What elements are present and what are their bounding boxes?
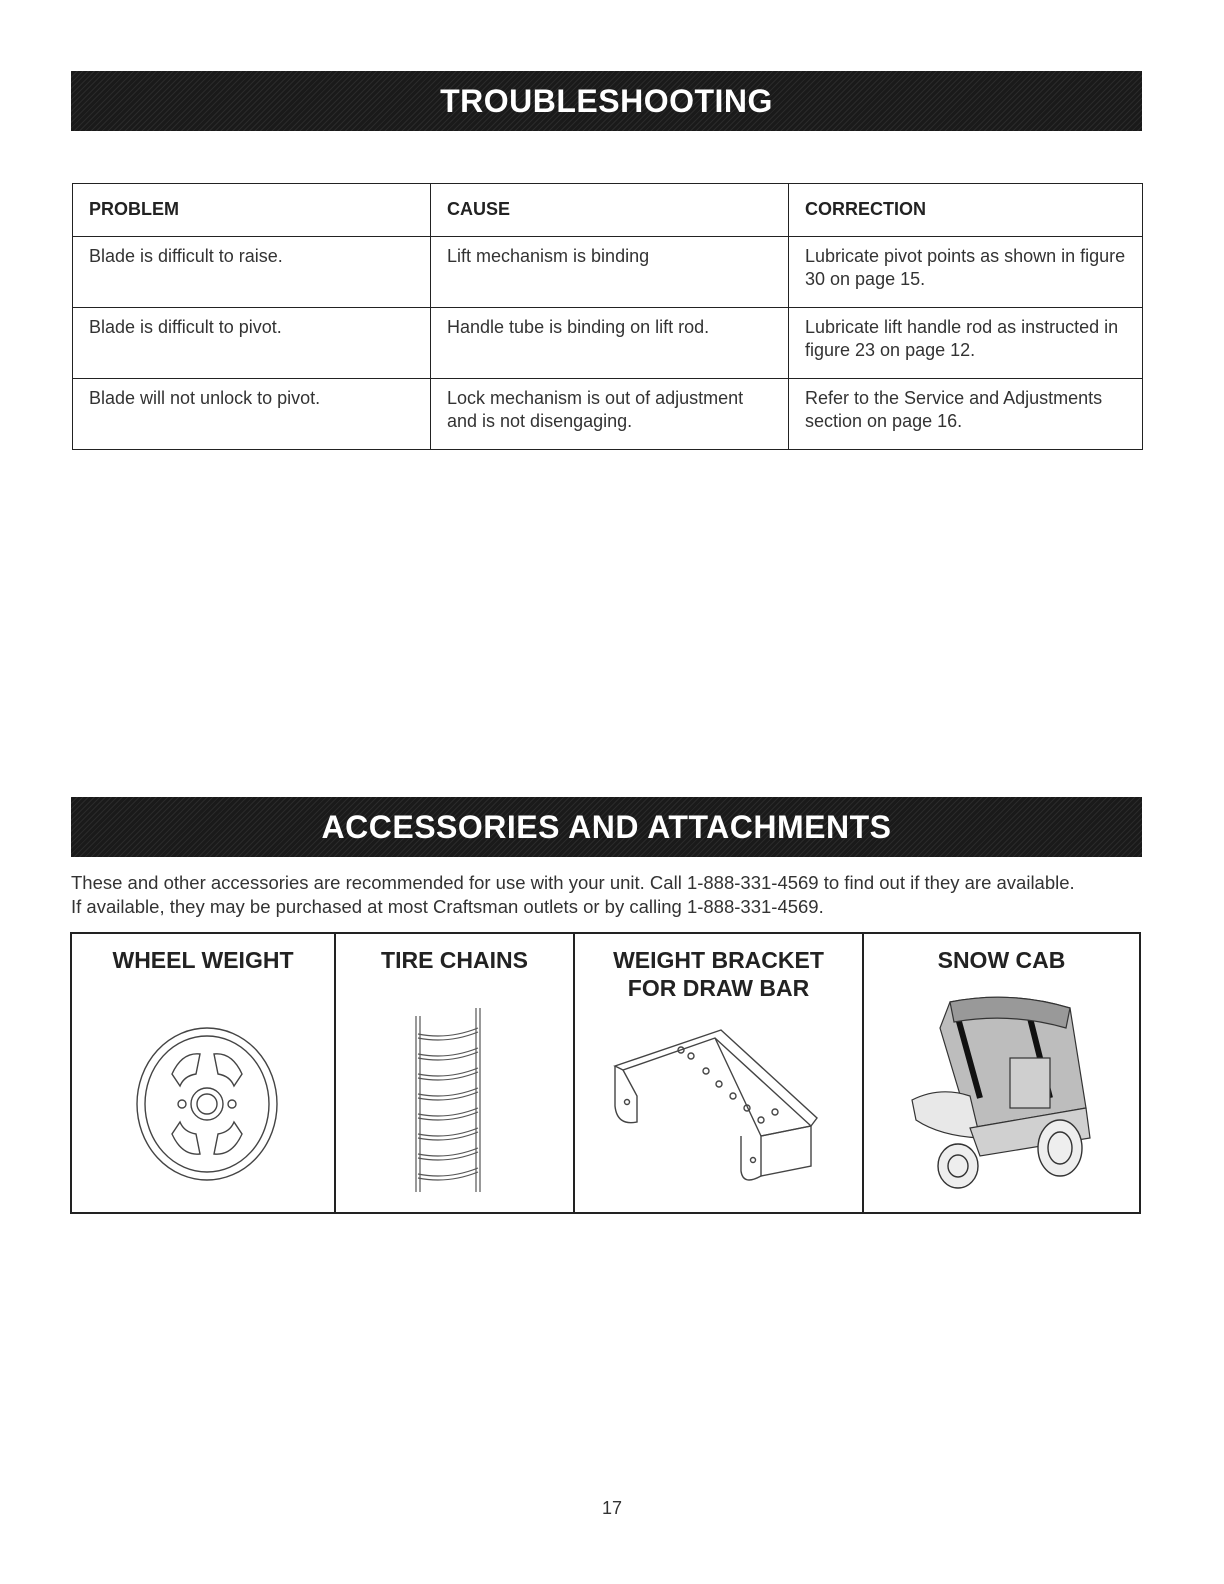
- accessories-intro: [71, 871, 1151, 919]
- accessory-wheel-weight: [72, 934, 336, 1212]
- intro-line-2: If available, they may be purchased at most Craftsman outlets or by calling 1-888-331-4569.: [71, 896, 824, 917]
- troubleshooting-title-text: TROUBLESHOOTING: [440, 82, 773, 119]
- troubleshooting-table: [72, 183, 1143, 450]
- problem-cell: Blade is difficult to pivot.: [73, 308, 431, 379]
- snow-cab-icon: [910, 988, 1100, 1198]
- problem-cell: Blade will not unlock to pivot.: [73, 379, 431, 450]
- correction-cell: Lubricate lift handle rod as instructed in figure 23 on page 12.: [789, 308, 1143, 379]
- tire-chains-icon: [408, 1004, 488, 1204]
- troubleshooting-title: [424, 81, 789, 122]
- header-cause: CAUSE: [431, 184, 789, 237]
- intro-line-1: These and other accessories are recommended for use with your unit. Call 1-888-331-4569 to find out if they are available.: [71, 872, 1075, 893]
- accessories-grid: [70, 932, 1141, 1214]
- correction-cell: Lubricate pivot points as shown in figure 30 on page 15.: [789, 237, 1143, 308]
- page-number: 17: [601, 1498, 623, 1518]
- table-row: [73, 237, 1143, 308]
- header-correction: CORRECTION: [789, 184, 1143, 237]
- wheel-weight-icon: [132, 1024, 282, 1184]
- problem-cell: Blade is difficult to raise.: [73, 237, 431, 308]
- accessory-weight-bracket: [575, 934, 864, 1212]
- cause-cell: Lift mechanism is binding: [431, 237, 789, 308]
- accessory-title: WHEEL WEIGHT: [112, 947, 294, 973]
- correction-cell: Refer to the Service and Adjustments section on page 16.: [789, 379, 1143, 450]
- accessories-title-text: ACCESSORIES AND ATTACHMENTS: [321, 808, 892, 845]
- troubleshooting-banner: [71, 71, 1142, 131]
- table-header-row: [73, 184, 1143, 237]
- accessory-snow-cab: [864, 934, 1139, 1212]
- accessory-tire-chains: [336, 934, 575, 1212]
- table-row: [73, 308, 1143, 379]
- weight-bracket-icon: [611, 1026, 821, 1196]
- accessories-title: [306, 807, 908, 848]
- accessory-title: TIRE CHAINS: [381, 947, 528, 973]
- cause-cell: Lock mechanism is out of adjustment and is not disengaging.: [431, 379, 789, 450]
- table-row: [73, 379, 1143, 450]
- accessory-title: WEIGHT BRACKET FOR DRAW BAR: [613, 947, 824, 1001]
- cause-cell: Handle tube is binding on lift rod.: [431, 308, 789, 379]
- header-problem: PROBLEM: [73, 184, 431, 237]
- accessory-title: SNOW CAB: [937, 947, 1066, 973]
- accessories-banner: [71, 797, 1142, 857]
